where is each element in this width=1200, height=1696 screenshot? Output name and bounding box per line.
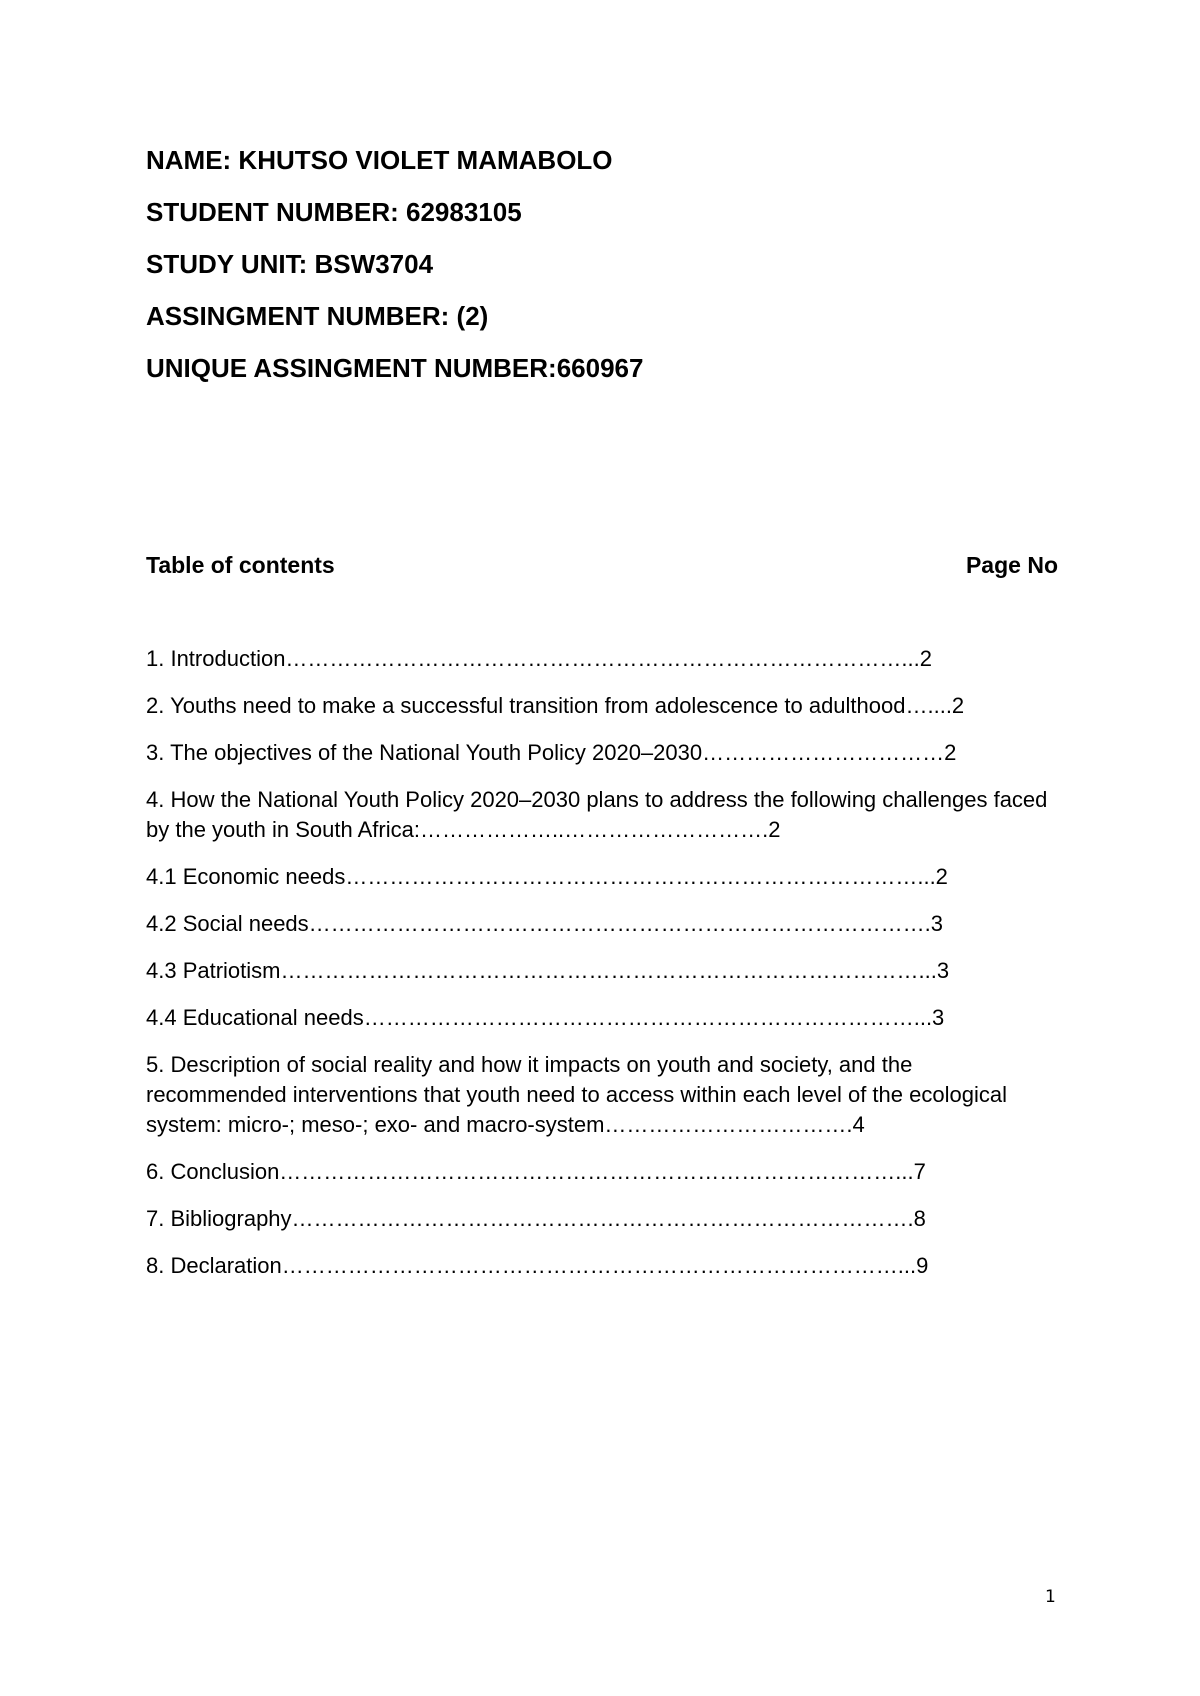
toc-list: [146, 644, 1058, 1298]
toc-title: Table of contents: [146, 552, 335, 578]
toc-page-label: Page No: [965, 552, 1058, 578]
student-number: STUDENT NUMBER: 62983105: [146, 197, 522, 227]
toc-entry: 4.3 Patriotism……………………………………………………………………………...3: [146, 958, 950, 983]
unique-assignment-number: UNIQUE ASSINGMENT NUMBER:660967: [146, 353, 644, 383]
toc-entry: 4.1 Economic needs……………………………………………………………………...2: [146, 864, 948, 889]
toc-entry: 3. The objectives of the National Youth Policy 2020–2030……………………………2: [146, 740, 957, 765]
toc-heading-row: [146, 552, 1058, 578]
toc-entry: 2. Youths need to make a successful transition from adolescence to adulthood…....2: [146, 693, 965, 718]
toc-entry: 6. Conclusion…………………………………………………………………………...7: [146, 1159, 926, 1184]
toc-entry: 1. Introduction…………………………………………………………………………...2: [146, 646, 932, 671]
student-name: NAME: KHUTSO VIOLET MAMABOLO: [146, 145, 613, 175]
toc-entry: 8. Declaration…………………………………………………………………………...9: [146, 1253, 929, 1278]
toc-entry: 4. How the National Youth Policy 2020–2030 plans to address the following challenges faced by the youth in South Africa:………………..……………………….2: [146, 787, 1054, 842]
student-info: [146, 145, 1066, 405]
toc-entry: 7. Bibliography………………………………………………………………………….8: [146, 1206, 926, 1231]
toc-entry: 5. Description of social reality and how it impacts on youth and society, and the recommended interventions that youth need to access within each level of the ecological system: micro-; meso-; exo- and macro-system…………………………….4: [146, 1052, 1014, 1137]
study-unit: STUDY UNIT: BSW3704: [146, 249, 434, 279]
toc-entry: 4.2 Social needs………………………………………………………………………….3: [146, 911, 944, 936]
assignment-number: ASSINGMENT NUMBER: (2): [146, 301, 489, 331]
toc-entry: 4.4 Educational needs…………………………………………………………………...3: [146, 1005, 945, 1030]
page-number: 1: [1045, 1587, 1056, 1607]
